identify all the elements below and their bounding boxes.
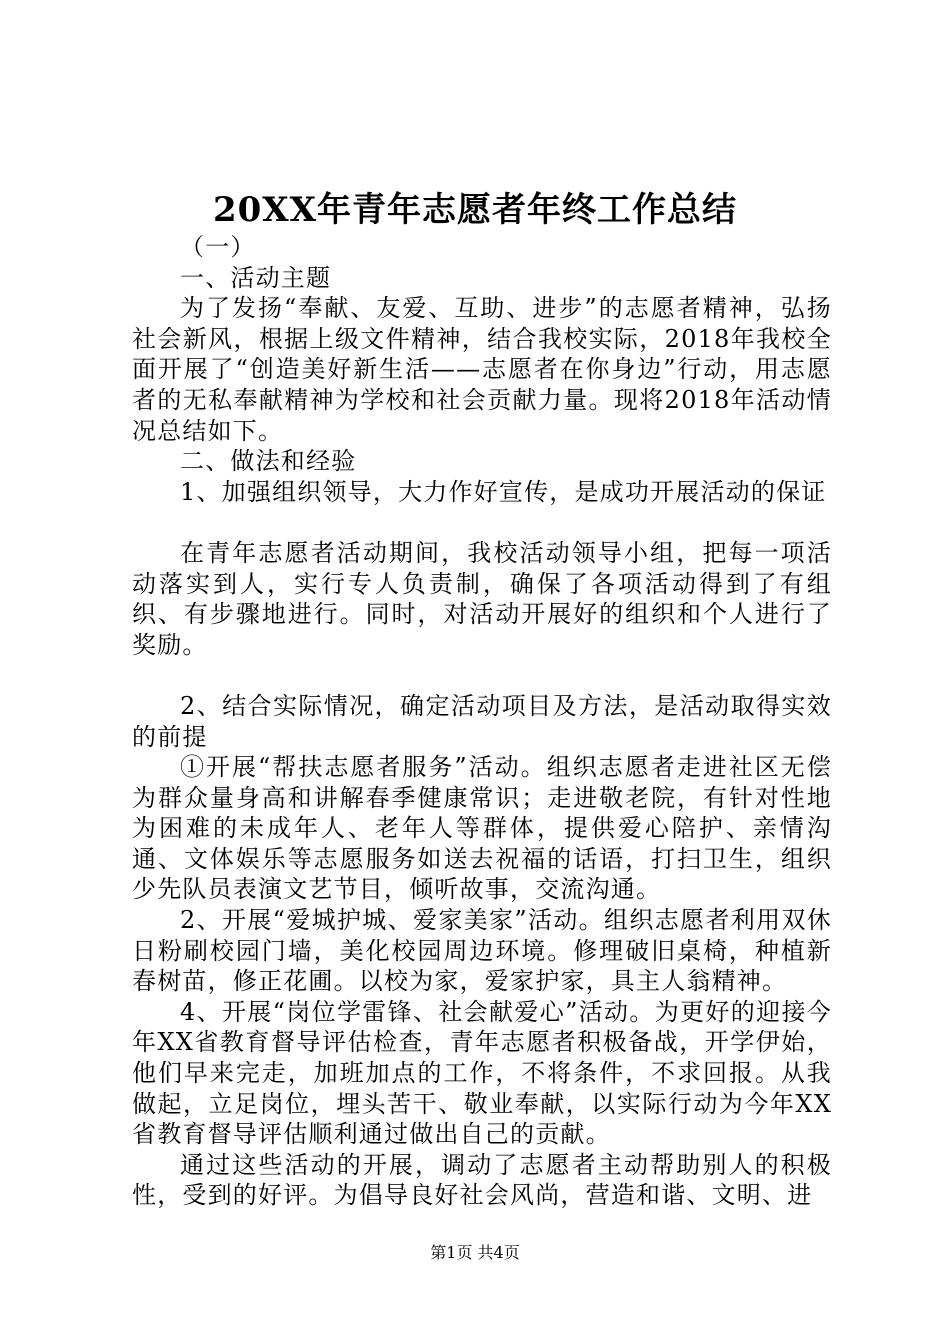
subheading-projects: 2、结合实际情况，确定活动项目及方法，是活动取得实效的前提 [132,691,832,751]
page-footer: 第1页 共4页 [430,1243,520,1262]
paragraph-leifeng: 4、开展“岗位学雷锋、社会献爱心”活动。为更好的迎接今年XX省教育督导评估检查，青年志愿者积极备战，开学伊始，他们早来完走，加班加点的工作，不将条件，不求回报。从我做起，立足岗位，埋头苦干、敬业奉献，以实际行动为今年XX省教育督导评估顺利通过做出自己的贡献。 [132,997,832,1149]
paragraph-city: 2、开展“爱城护城、爱家美家”活动。组织志愿者利用双休日粉刷校园门墙，美化校园周边环境。修理破旧桌椅，种植新春树苗，修正花圃。以校为家，爱家护家，具主人翁精神。 [132,906,832,996]
document-title: 20XX年青年志愿者年终工作总结 [212,190,738,230]
document-body [132,232,832,1211]
paragraph-service: ①开展“帮扶志愿者服务”活动。组织志愿者走进社区无偿为群众量身高和讲解春季健康常识；走进敬老院，有针对性地为困难的未成年人、老年人等群体，提供爱心陪护、亲情沟通、文体娱乐等志愿服务如送去祝福的话语，打扫卫生，组织少先队员表演文艺节目，倾听故事，交流沟通。 [132,753,832,904]
subheading-organization: 1、加强组织领导，大力作好宣传，是成功开展活动的保证 [180,477,827,506]
heading-activity-theme: 一、活动主题 [180,263,332,292]
paragraph-organization: 在青年志愿者活动期间，我校活动领导小组，把每一项活动落实到人，实行专人负责制，确保了各项活动得到了有组织、有步骤地进行。同时，对活动开展好的组织和个人进行了奖励。 [132,538,832,659]
paragraph-intro: 为了发扬“奉献、友爱、互助、进步”的志愿者精神，弘扬社会新风，根据上级文件精神，结合我校实际，2018年我校全面开展了“创造美好新生活——志愿者在你身边”行动，用志愿者的无私奉献精神为学校和社会贡献力量。现将2018年活动情况总结如下。 [132,294,832,445]
heading-methods: 二、做法和经验 [180,447,357,476]
section-marker: （一） [180,233,256,261]
paragraph-conclusion: 通过这些活动的开展，调动了志愿者主动帮助别人的积极性，受到的好评。为倡导良好社会风尚，营造和谐、文明、进 [132,1150,832,1210]
